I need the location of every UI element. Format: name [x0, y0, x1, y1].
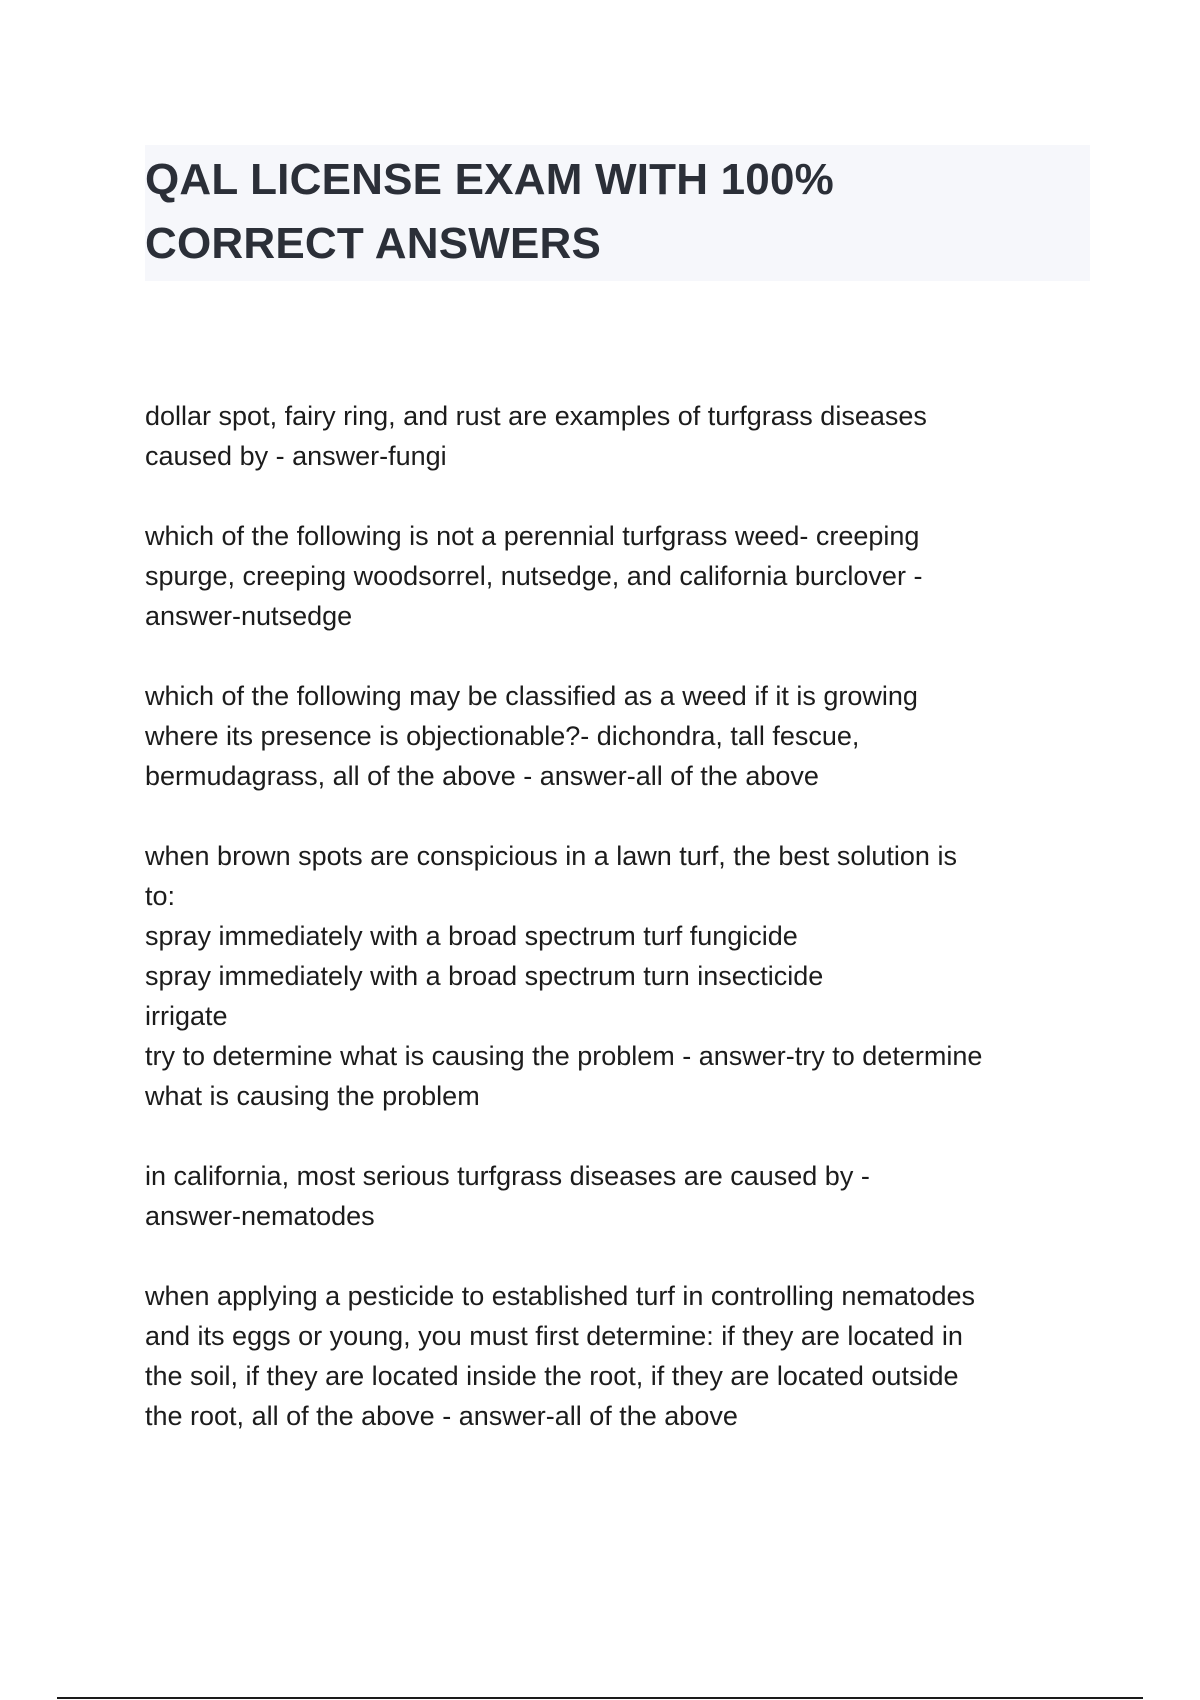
document-title-line-2: CORRECT ANSWERS — [145, 219, 602, 268]
qa-item — [145, 516, 1100, 636]
qa-item — [145, 1276, 1100, 1436]
qa-item — [145, 1156, 1100, 1236]
qa-text-line: irrigate — [145, 1001, 228, 1031]
title-banner — [145, 145, 1090, 281]
qa-text-line: which of the following may be classified as a weed if it is growing — [145, 681, 918, 711]
qa-text-line: dollar spot, fairy ring, and rust are examples of turfgrass diseases — [145, 401, 927, 431]
qa-text-line: caused by - answer-fungi — [145, 441, 447, 471]
qa-text-line: bermudagrass, all of the above - answer-all of the above — [145, 761, 819, 791]
qa-item — [145, 676, 1100, 796]
qa-text-line: the root, all of the above - answer-all of the above — [145, 1401, 738, 1431]
qa-text-line: answer-nematodes — [145, 1201, 375, 1231]
qa-text-line: what is causing the problem — [145, 1081, 480, 1111]
qa-text-line: spray immediately with a broad spectrum turn insecticide — [145, 961, 824, 991]
qa-item — [145, 396, 1100, 476]
qa-text-line: to: — [145, 881, 176, 911]
qa-text-line: where its presence is objectionable?- dichondra, tall fescue, — [145, 721, 860, 751]
qa-list — [145, 396, 1100, 1476]
qa-text-line: which of the following is not a perennial turfgrass weed- creeping — [145, 521, 920, 551]
qa-text-line: when brown spots are conspicious in a lawn turf, the best solution is — [145, 841, 957, 871]
qa-text-line: spray immediately with a broad spectrum turf fungicide — [145, 921, 798, 951]
qa-text-line: when applying a pesticide to established turf in controlling nematodes — [145, 1281, 976, 1311]
qa-text-line: the soil, if they are located inside the root, if they are located outside — [145, 1361, 959, 1391]
qa-text-line: answer-nutsedge — [145, 601, 353, 631]
qa-text-line: in california, most serious turfgrass diseases are caused by - — [145, 1161, 870, 1191]
qa-item — [145, 836, 1100, 1116]
page-bottom-rule — [57, 1697, 1143, 1699]
qa-text-line: and its eggs or young, you must first determine: if they are located in — [145, 1321, 963, 1351]
qa-text-line: try to determine what is causing the problem - answer-try to determine — [145, 1041, 983, 1071]
document-title-line-1: QAL LICENSE EXAM WITH 100% — [145, 155, 834, 204]
qa-text-line: spurge, creeping woodsorrel, nutsedge, and california burclover - — [145, 561, 923, 591]
